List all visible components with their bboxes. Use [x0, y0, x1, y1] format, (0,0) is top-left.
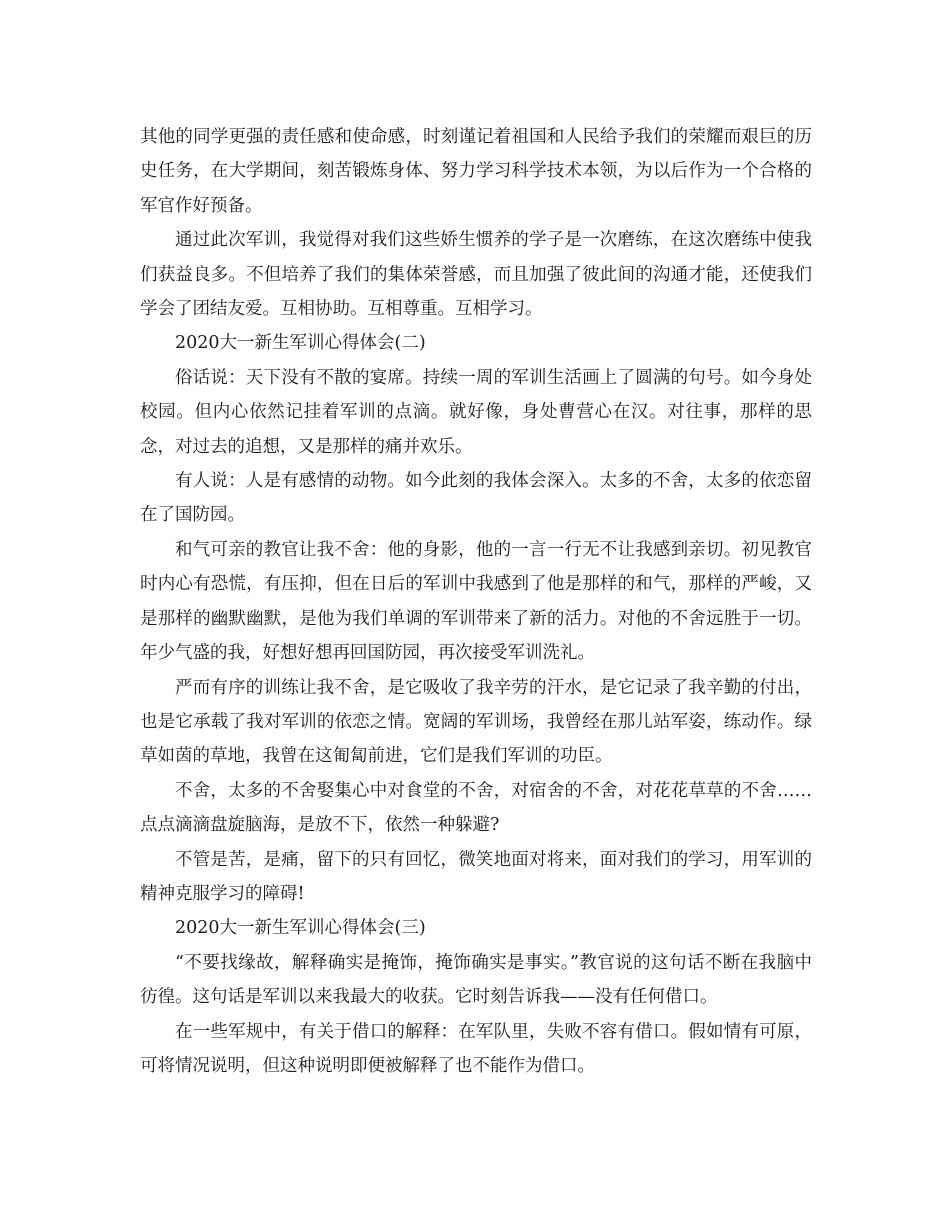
- paragraph-instructor: 和气可亲的教官让我不舍：他的身影，他的一言一行无不让我感到亲切。初见教官时内心有恐慌，有压抑，但在日后的军训中我感到了他是那样的和气，那样的严峻，又是那样的幽默幽默，是他为我们单调的军训带来了新的活力。对他的不舍远胜于一切。年少气盛的我，好想好想再回国防园，再次接受军训洗礼。: [140, 539, 812, 664]
- section-heading-part-two: 2020大一新生军训心得体会(二): [175, 333, 426, 354]
- paragraph-emotions: 有人说：人是有感情的动物。如今此刻的我体会深入。太多的不舍，太多的依恋留在了国防园。: [140, 471, 812, 526]
- section-heading-part-three: 2020大一新生军训心得体会(三): [175, 918, 426, 939]
- paragraph-military-training-reflection: 通过此次军训，我觉得对我们这些娇生惯养的学子是一次磨练，在这次磨练中使我们获益良多。不但培养了我们的集体荣誉感，而且加强了彼此间的沟通才能，还使我们学会了团结友爱。互相协助。互相尊重。互相学习。: [140, 230, 812, 320]
- paragraph-farewell: 俗话说：天下没有不散的宴席。持续一周的军训生活画上了圆满的句号。如今身处校园。但内心依然记挂着军训的点滴。就好像，身处曹营心在汉。对往事，那样的思念，对过去的追想，又是那样的痛并欢乐。: [140, 367, 812, 457]
- paragraph-no-excuses: “不要找缘故，解释确实是掩饰，掩饰确实是事实。”教官说的这句话不断在我脑中彷徨。这句话是军训以来我最大的收获。它时刻告诉我——没有任何借口。: [140, 952, 812, 1008]
- paragraph-memories: 不管是苦，是痛，留下的只有回忆，微笑地面对将来，面对我们的学习，用军训的精神克服学习的障碍!: [140, 849, 812, 904]
- paragraph-training: 严而有序的训练让我不舍，是它吸收了我辛劳的汗水，是它记录了我辛勤的付出，也是它承载了我对军训的依恋之情。宽阔的军训场，我曾经在那儿站军姿，练动作。绿草如茵的草地，我曾在这匍匐前进，它们是我们军训的功臣。: [140, 677, 812, 767]
- paragraph-military-rules: 在一些军规中，有关于借口的解释：在军队里，失败不容有借口。假如情有可原，可将情况说明，但这种说明即便被解释了也不能作为借口。: [140, 1021, 812, 1076]
- paragraph-continuation: 其他的同学更强的责任感和使命感，时刻谨记着祖国和人民给予我们的荣耀而艰巨的历史任务，在大学期间，刻苦锻炼身体、努力学习科学技术本领，为以后作为一个合格的军官作好预备。: [140, 127, 812, 216]
- paragraph-reluctance: 不舍，太多的不舍娶集心中对食堂的不舍，对宿舍的不舍，对花花草草的不舍……点点滴滴盘旋脑海，是放不下，依然一种躲避?: [140, 780, 812, 836]
- document-page: [140, 120, 812, 1083]
